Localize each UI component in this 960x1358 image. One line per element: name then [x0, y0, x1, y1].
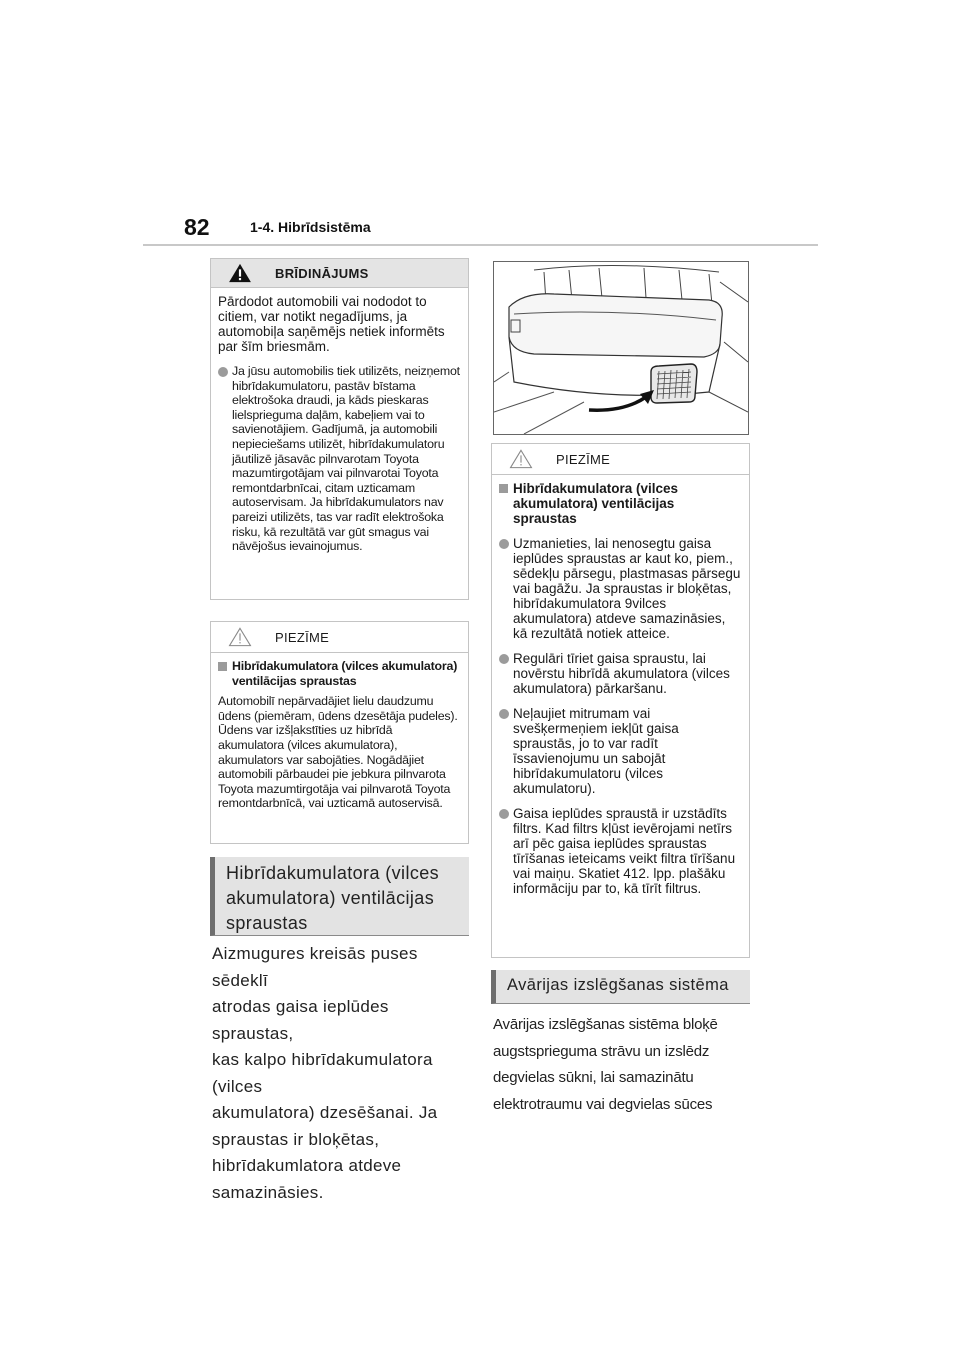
section-title: 1-4. Hibrīdsistēma	[250, 219, 371, 235]
note-right-subheading-text: Hibrīdakumulatora (vilces akumulatora) ventilācijas spraustas	[513, 481, 679, 526]
warning-intro: Pārdodot automobili vai nododot to citiem, var notikt negadījums, ja automobiļa saņēmējs netiek informēts par šīm briesmām.	[218, 294, 445, 354]
note-left-text: Automobilī nepārvadājiet lielu daudzumu ūdens (piemēram, ūdens dzesētāja pudeles). Ūdens var izšļakstīties uz hibrīdā akumulatora (vilces akumulatora), akumulators var sabojāties. Nogādājiet automobili pārbaudei pie jebkura pilnvarota Toyota mazumtirgotāja vai pilnvarotā Toyota remontdarbnīcā, vai uzticamā autoservisā.	[218, 694, 458, 811]
warning-triangle-outline-icon	[508, 449, 534, 469]
section-heading-left	[210, 857, 469, 936]
note-box-right-title: PIEZĪME	[556, 451, 611, 467]
section-heading-left-line-3: spraustas	[226, 913, 308, 933]
body-left-line-2: atrodas gaisa ieplūdes spraustas,	[212, 997, 389, 1043]
section-heading-right	[491, 970, 750, 1004]
note-right-bullet-3	[499, 706, 741, 796]
note-box-right	[491, 443, 750, 958]
body-text-left	[212, 941, 474, 1206]
warning-bullet-text: Ja jūsu automobilis tiek utilizēts, neizņemot hibrīdakumulatoru, pastāv bīstama elektrošoka draudi, ja kāds pieskaras lielsprieguma daļām, kabeļiem vai to savienotājiem. Gadījumā, ja automobili nepieciešams utilizēt, hibrīdakumulatoru jāutilizē jāsavāc pilnvarotam Toyota mazumtirgotājam vai pilnvarotai Toyota remontdarbnīcai, citam uzticamam autoservisam. Ja hibrīdakumulators nav pareizi utilizēts, tas var radīt elektrošoka risku, kā rezultātā var gūt smagus vai nāvējošus ievainojumus.	[232, 364, 460, 554]
body-left-line-6: hibrīdakumlatora atdeve	[212, 1156, 402, 1175]
warning-box	[210, 258, 469, 600]
body-left-line-7: samazināsies.	[212, 1182, 324, 1202]
section-heading-right-text: Avārijas izslēgšanas sistēma	[507, 976, 729, 994]
note-box-left-title: PIEZĪME	[275, 629, 330, 645]
rear-seat-vent-illustration	[494, 262, 748, 434]
warning-box-header	[211, 259, 468, 288]
note-right-bullet-3-text: Neļaujiet mitrumam vai svešķermeņiem iekļūt gaisa spraustās, jo to var radīt īssavienojumu un sabojāt hibrīdakumulatoru (vilces akumulatoru).	[513, 706, 679, 796]
note-box-left-header	[211, 622, 468, 653]
note-right-bullet-2	[499, 651, 741, 696]
vent-grille	[651, 364, 697, 403]
note-left-subheading	[218, 659, 460, 688]
section-heading-left-line-2: akumulatora) ventilācijas	[226, 888, 435, 908]
bullet-dot-icon	[218, 367, 228, 377]
note-right-subheading	[499, 481, 741, 526]
body-left-line-3: kas kalpo hibrīdakumulatora (vilces	[212, 1050, 433, 1096]
body-right-line-4: elektrotraumu vai degvielas sūces	[493, 1095, 713, 1113]
body-right-line-1: Avārijas izslēgšanas sistēma bloķē	[493, 1016, 718, 1033]
page-number: 82	[184, 214, 210, 240]
body-right-line-3: degvielas sūkni, lai samazinātu	[493, 1069, 694, 1086]
body-left-line-4: akumulatora) dzesēšanai. Ja	[212, 1103, 438, 1122]
note-right-bullet-4	[499, 806, 741, 896]
square-bullet-icon	[499, 484, 508, 493]
warning-triangle-outline-icon	[227, 627, 253, 647]
note-box-left	[210, 621, 469, 844]
bullet-dot-icon	[499, 809, 509, 819]
vent-location-figure	[493, 261, 749, 435]
note-left-subheading-text: Hibrīdakumulatora (vilces akumulatora) ventilācijas spraustas	[232, 659, 458, 688]
warning-bullet	[218, 364, 460, 554]
note-right-bullet-1-text: Uzmanieties, lai nenosegtu gaisa ieplūdes spraustas ar kaut ko, piem., sēdekļu pārsegu, plastmasas pārsegu vai bagāžu. Ja spraustas ir bloķētas, hibrīdakumulatora 9vilces akumulatora) atdeve samazināsies, kā rezultātā notiek atteice.	[513, 536, 741, 641]
bullet-dot-icon	[499, 709, 509, 719]
header-divider	[143, 244, 818, 246]
section-heading-left-line-1: Hibrīdakumulatora (vilces	[226, 863, 440, 883]
body-left-line-1: Aizmugures kreisās puses sēdeklī	[212, 944, 418, 990]
body-left-line-5: spraustas ir bloķētas,	[212, 1129, 380, 1149]
body-text-right	[493, 1012, 755, 1118]
note-right-bullet-4-text: Gaisa ieplūdes spraustā ir uzstādīts filtrs. Kad filtrs kļūst ievērojami netīrs arī pēc gaisa ieplūdes spraustas tīrīšanas ieteicams veikt filtra tīrīšanu vai maiņu. Skatiet 412. lpp. plašāku informāciju par to, kā tīrīt filtrus.	[513, 806, 736, 896]
square-bullet-icon	[218, 662, 227, 671]
warning-box-title: BRĪDINĀJUMS	[275, 265, 369, 281]
note-box-right-header	[492, 444, 749, 475]
bullet-dot-icon	[499, 539, 509, 549]
note-right-bullet-2-text: Regulāri tīriet gaisa spraustu, lai novērstu hibrīdā akumulatora (vilces akumulatora) pārkaršanu.	[513, 651, 730, 696]
bullet-dot-icon	[499, 654, 509, 664]
note-right-bullet-1	[499, 536, 741, 641]
body-right-line-2: augstsprieguma strāvu un izslēdz	[493, 1042, 710, 1060]
warning-triangle-filled-icon	[227, 263, 253, 283]
